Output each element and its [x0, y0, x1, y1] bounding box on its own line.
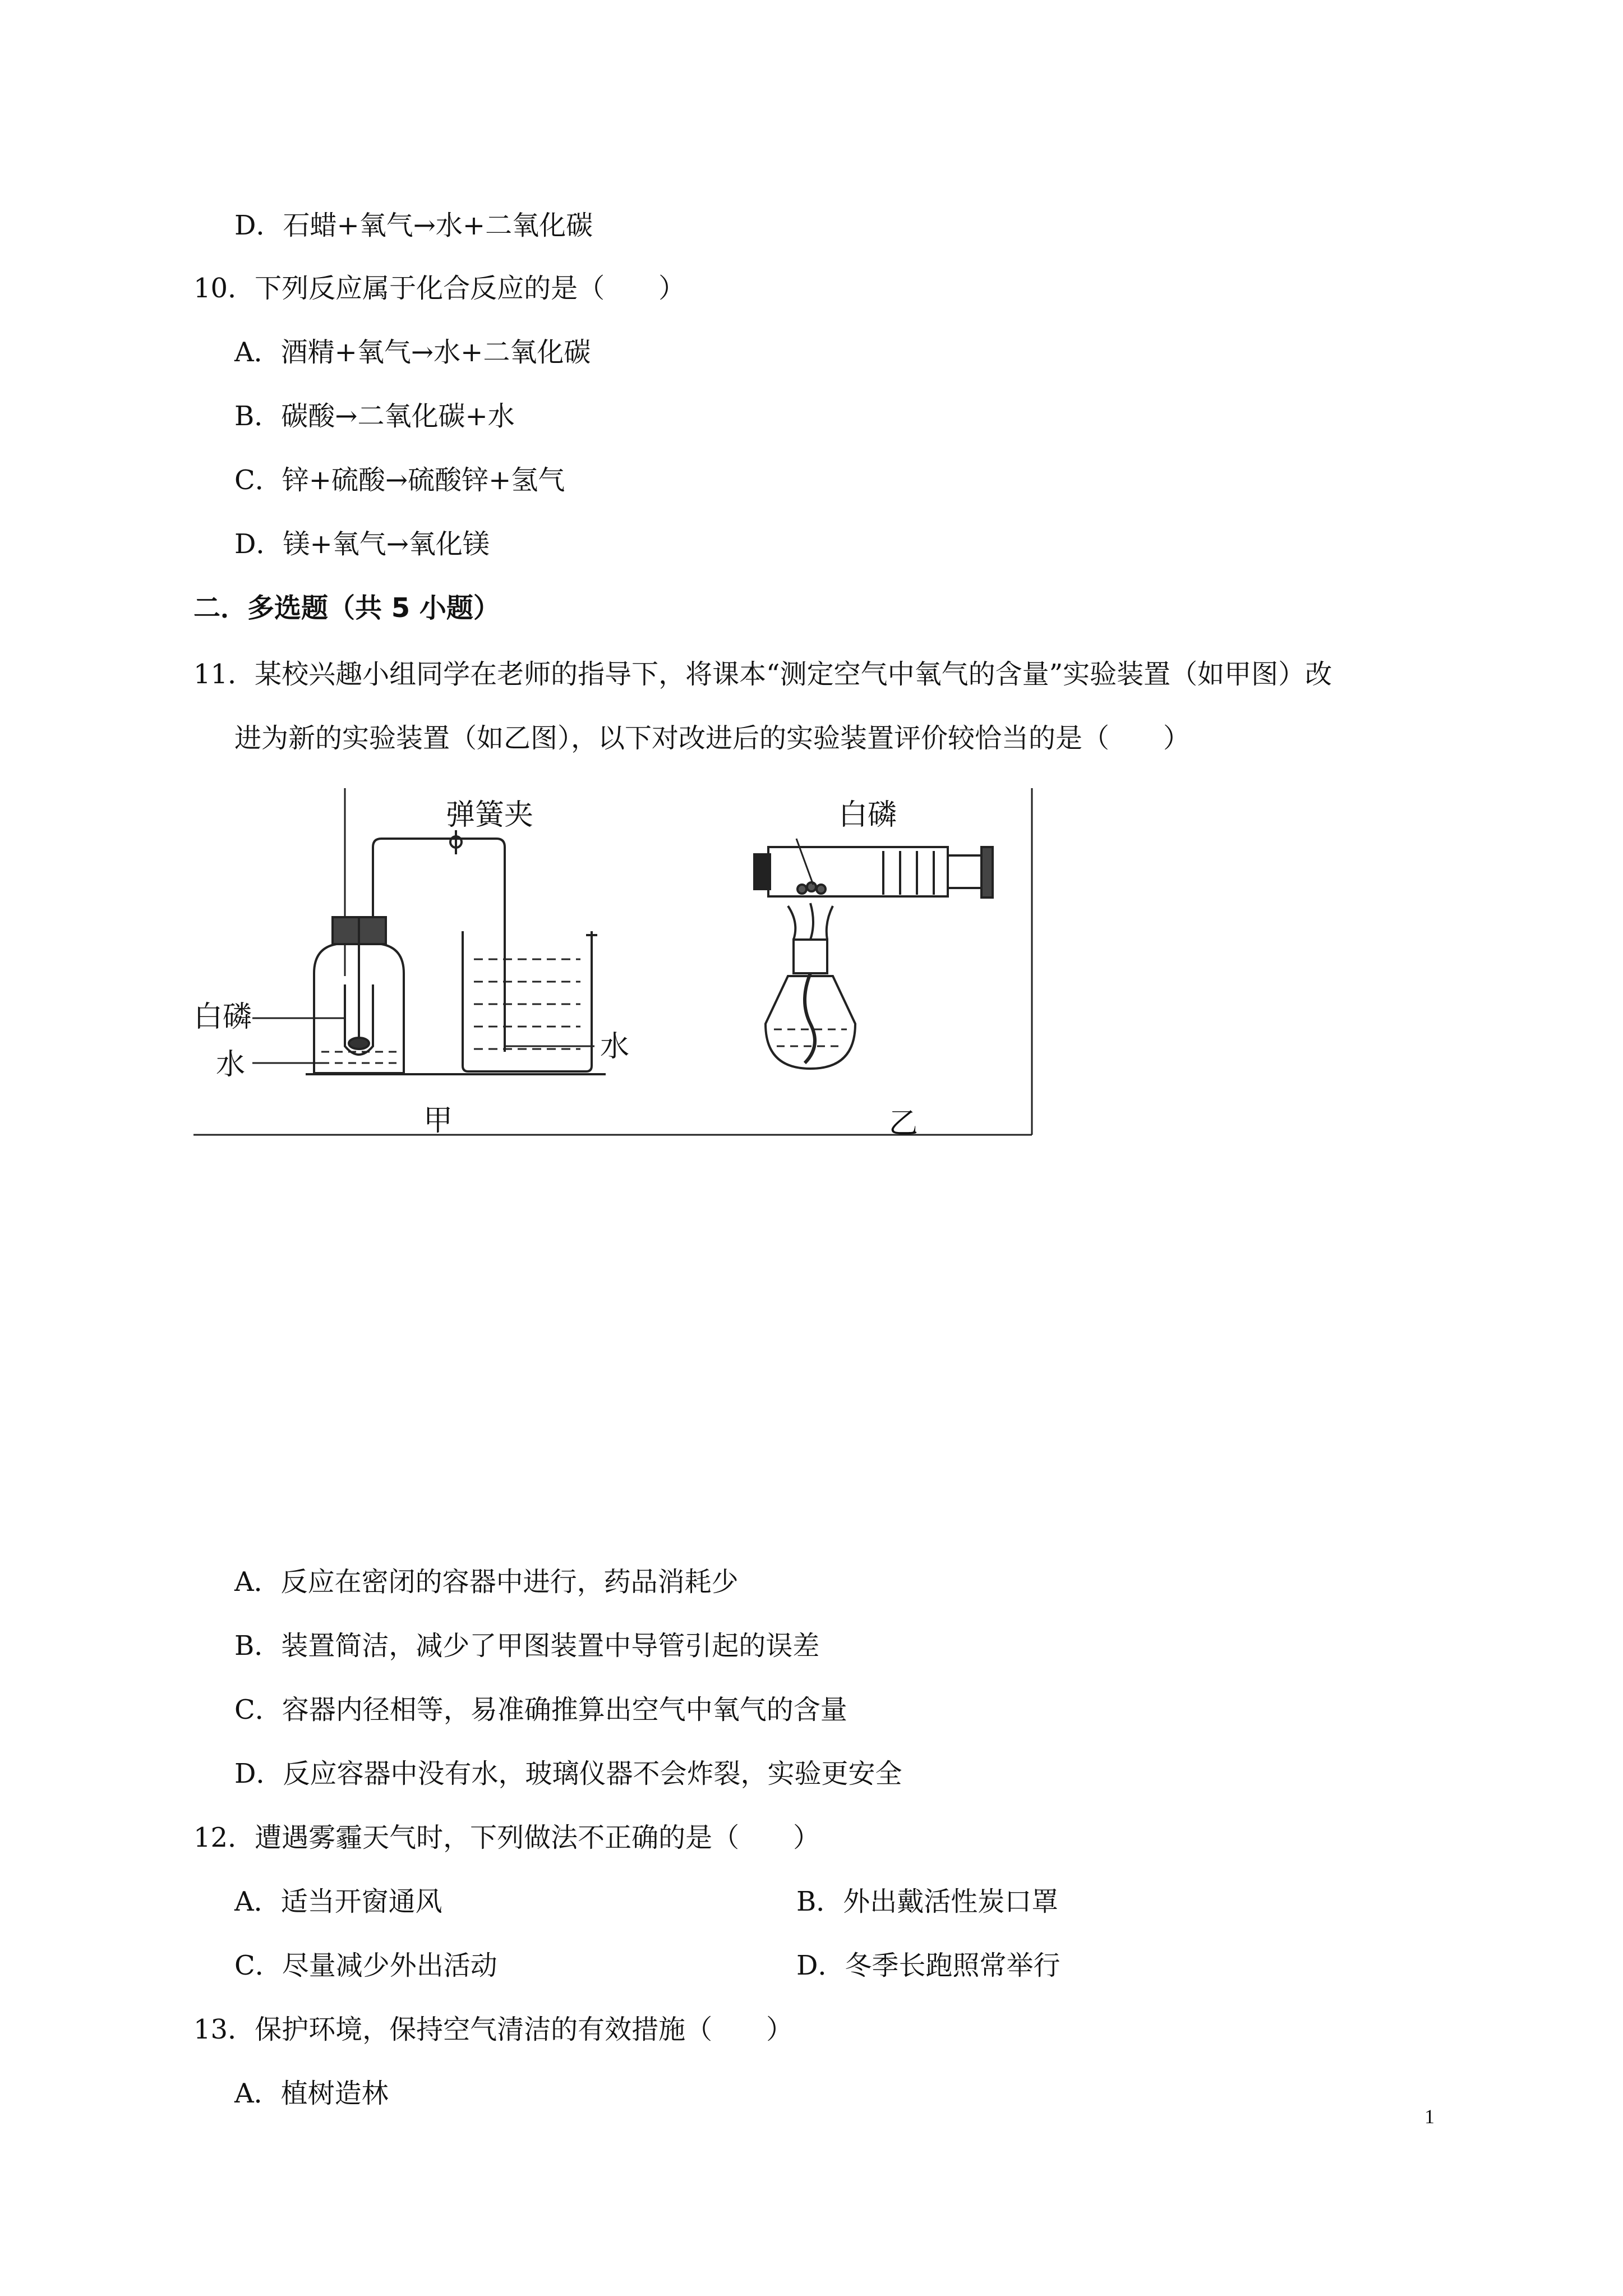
q13-stem: 13．保护环境，保持空气清洁的有效措施（ ）	[193, 2014, 794, 2045]
q12-stem: 12．遭遇雾霾天气时，下列做法不正确的是（ ）	[193, 1822, 820, 1853]
q10-option-c: C．锌+硫酸→硫酸锌+氢气	[234, 464, 565, 496]
q11-stem-line1: 11．某校兴趣小组同学在老师的指导下，将课本“测定空气中氧气的含量”实验装置（如甲图）改	[193, 659, 1332, 690]
q10-stem: 10．下列反应属于化合反应的是（ ）	[193, 273, 686, 304]
q11-option-d: D．反应容器中没有水，玻璃仪器不会炸裂，实验更安全	[234, 1758, 902, 1789]
q11-stem-line2: 进为新的实验装置（如乙图），以下对改进后的实验装置评价较恰当的是（ ）	[234, 723, 1191, 754]
page-number: 1	[1424, 2105, 1435, 2128]
experiment-figure	[193, 788, 1035, 1139]
q11-option-a: A．反应在密闭的容器中进行，药品消耗少	[234, 1566, 739, 1598]
q10-option-d: D．镁+氧气→氧化镁	[234, 528, 490, 560]
q12-option-d: D．冬季长跑照常举行	[796, 1950, 1061, 1981]
label-jia: 甲	[423, 1104, 453, 1138]
apparatus-jia	[252, 830, 606, 1074]
label-clamp: 弹簧夹	[446, 798, 534, 832]
q10-option-a: A．酒精+氧气→水+二氧化碳	[234, 337, 591, 368]
section-heading: 二．多选题（共 5 小题）	[193, 592, 500, 624]
q12-option-a: A．适当开窗通风	[234, 1886, 442, 1917]
q12-option-c: C．尽量减少外出活动	[234, 1950, 497, 1981]
figure-frame	[193, 788, 1032, 1135]
apparatus-yi	[754, 839, 993, 1069]
q9-option-d: D．石蜡+氧气→水+二氧化碳	[234, 210, 593, 241]
label-phosphorus-right: 白磷	[838, 798, 897, 832]
q11-option-c: C．容器内径相等，易准确推算出空气中氧气的含量	[234, 1694, 847, 1726]
q13-option-a: A．植树造林	[234, 2078, 389, 2109]
q12-option-b: B．外出戴活性炭口罩	[796, 1886, 1059, 1917]
q11-option-b: B．装置简洁，减少了甲图装置中导管引起的误差	[234, 1630, 820, 1662]
label-phosphorus-left: 白磷	[193, 1000, 252, 1034]
label-water-left: 水	[216, 1048, 246, 1082]
label-yi: 乙	[889, 1107, 919, 1139]
q10-option-b: B．碳酸→二氧化碳+水	[234, 401, 515, 432]
label-water-right: 水	[600, 1030, 630, 1064]
